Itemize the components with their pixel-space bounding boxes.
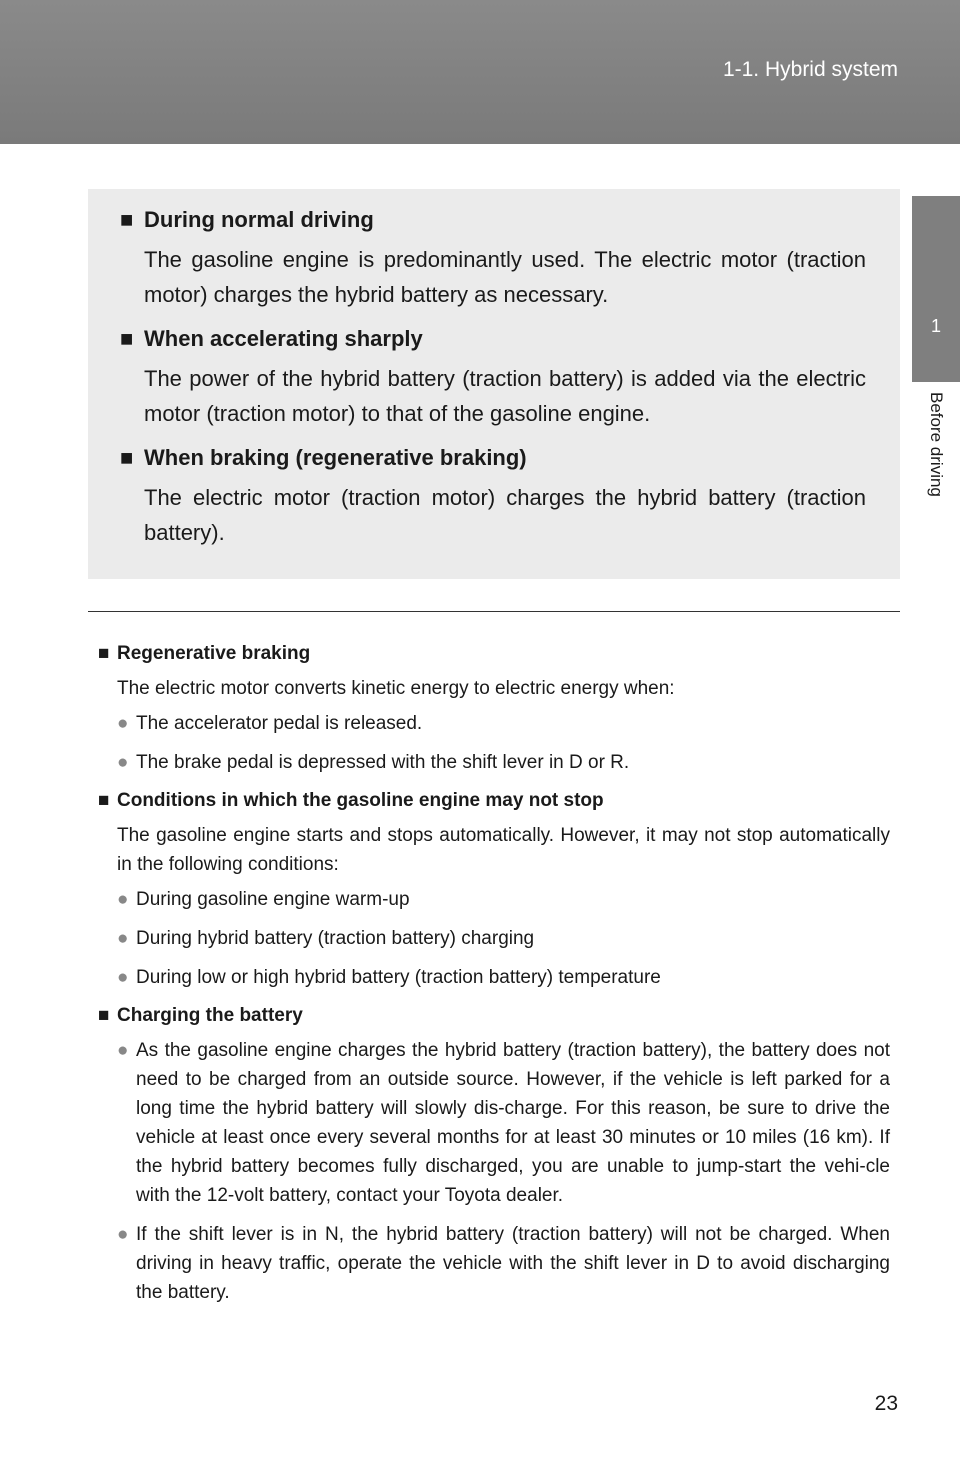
box-heading: ■ During normal driving bbox=[120, 205, 866, 235]
hybrid-operation-box bbox=[88, 189, 900, 579]
box-text: The electric motor (traction motor) charges the hybrid battery (traction battery). bbox=[144, 485, 866, 545]
chapter-tab bbox=[912, 196, 960, 382]
list-item: ● During hybrid battery (traction battery) charging bbox=[98, 924, 890, 953]
box-heading: ■ When accelerating sharply bbox=[120, 324, 866, 354]
chapter-label bbox=[912, 386, 960, 536]
box-text: The gasoline engine is predominantly used. The electric motor (traction motor) charges the hybrid battery as necessary. bbox=[144, 247, 866, 307]
box-item-braking bbox=[120, 443, 866, 550]
box-text: The power of the hybrid battery (traction battery) is added via the electric motor (traction motor) to that of the gasoline engine. bbox=[144, 366, 866, 426]
note-heading: ■ Conditions in which the gasoline engine may not stop bbox=[98, 787, 890, 815]
circle-bullet-icon: ● bbox=[117, 1040, 129, 1061]
page-header bbox=[0, 0, 960, 144]
square-bullet-icon: ■ bbox=[98, 1005, 110, 1026]
list-item: ● As the gasoline engine charges the hybrid battery (traction battery), the battery does not need to be charged from an outside source. However, if the vehicle is left parked for a long time the hybrid battery will slowly dis-charge. For this reason, be sure to drive the vehicle at least once every several months for at least 30 minutes or 10 miles (16 km). If the hybrid battery becomes fully discharged, you are unable to jump-start the vehi-cle with the 12-volt battery, contact your Toyota dealer. bbox=[98, 1036, 890, 1210]
circle-bullet-icon: ● bbox=[117, 967, 129, 988]
box-heading: ■ When braking (regenerative braking) bbox=[120, 443, 866, 473]
list-item: ● During gasoline engine warm-up bbox=[98, 885, 890, 914]
circle-bullet-icon: ● bbox=[117, 889, 129, 910]
square-bullet-icon: ■ bbox=[98, 643, 110, 664]
box-item-accelerating bbox=[120, 324, 866, 431]
square-bullet-icon: ■ bbox=[120, 326, 134, 351]
chapter-number: 1 bbox=[930, 316, 941, 336]
list-item: ● If the shift lever is in N, the hybrid battery (traction battery) will not be charged. When driving in heavy traffic, operate the vehicle with the shift lever in D to avoid discharging the battery. bbox=[98, 1220, 890, 1307]
notes-section bbox=[98, 640, 890, 1317]
square-bullet-icon: ■ bbox=[120, 207, 134, 232]
circle-bullet-icon: ● bbox=[117, 1224, 129, 1245]
box-item-normal bbox=[120, 205, 866, 312]
page-number: 23 bbox=[874, 1392, 898, 1415]
square-bullet-icon: ■ bbox=[98, 790, 110, 811]
list-item: ● During low or high hybrid battery (traction battery) temperature bbox=[98, 963, 890, 992]
section-title: 1-1. Hybrid system bbox=[722, 58, 898, 81]
circle-bullet-icon: ● bbox=[117, 752, 129, 773]
chapter-label-text: Before driving bbox=[927, 392, 946, 497]
note-heading: ■ Charging the battery bbox=[98, 1002, 890, 1030]
circle-bullet-icon: ● bbox=[117, 713, 129, 734]
note-text: The gasoline engine starts and stops automatically. However, it may not stop automatically in the following conditions: bbox=[117, 825, 890, 875]
note-text: The electric motor converts kinetic energy to electric energy when: bbox=[117, 678, 675, 699]
list-item: ● The accelerator pedal is released. bbox=[98, 709, 890, 738]
note-heading: ■ Regenerative braking bbox=[98, 640, 890, 668]
square-bullet-icon: ■ bbox=[120, 445, 134, 470]
list-item: ● The brake pedal is depressed with the shift lever in D or R. bbox=[98, 748, 890, 777]
divider bbox=[88, 611, 900, 612]
circle-bullet-icon: ● bbox=[117, 928, 129, 949]
